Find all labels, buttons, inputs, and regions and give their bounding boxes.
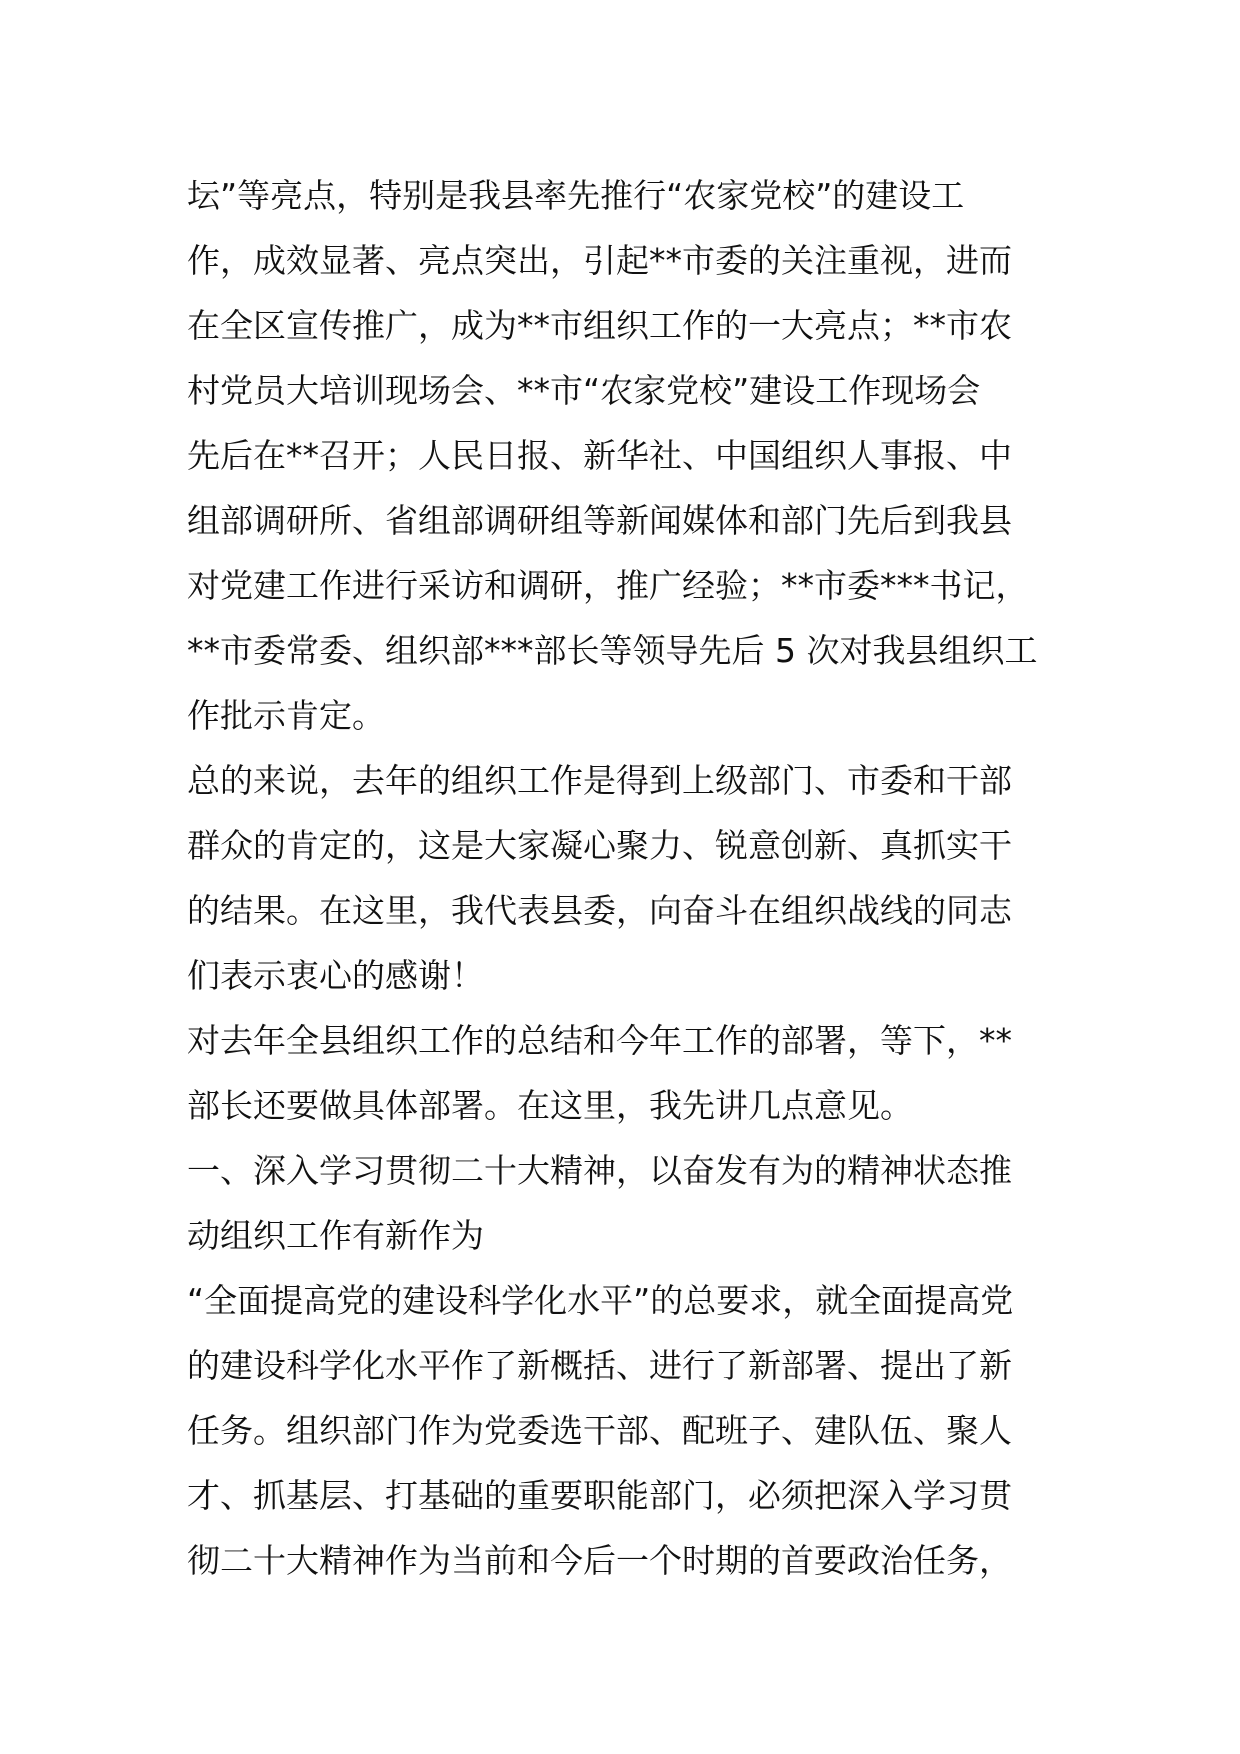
- text-line: 对党建工作进行采访和调研，推广经验；**市委***书记，: [187, 566, 1029, 605]
- section-heading-line: 动组织工作有新作为: [187, 1216, 484, 1255]
- text-line: 组部调研所、省组部调研组等新闻媒体和部门先后到我县: [187, 501, 1012, 540]
- section-heading-line: 一、深入学习贯彻二十大精神，以奋发有为的精神状态推: [187, 1151, 1012, 1190]
- text-line: 任务。组织部门作为党委选干部、配班子、建队伍、聚人: [187, 1411, 1012, 1450]
- text-line: **市委常委、组织部***部长等领导先后 5 次对我县组织工: [187, 631, 1038, 670]
- text-line: 们表示衷心的感谢！: [187, 956, 484, 995]
- text-line: 作批示肯定。: [187, 696, 385, 735]
- text-line: 总的来说，去年的组织工作是得到上级部门、市委和干部: [187, 761, 1012, 800]
- text-line: 在全区宣传推广，成为**市组织工作的一大亮点；**市农: [187, 306, 1012, 345]
- text-line: 先后在**召开；人民日报、新华社、中国组织人事报、中: [187, 436, 1012, 475]
- text-line: 作，成效显著、亮点突出，引起**市委的关注重视，进而: [187, 241, 1012, 280]
- text-line: 群众的肯定的，这是大家凝心聚力、锐意创新、真抓实干: [187, 826, 1012, 865]
- document-body: [187, 163, 1059, 1593]
- text-line: 的结果。在这里，我代表县委，向奋斗在组织战线的同志: [187, 891, 1012, 930]
- text-line: 才、抓基层、打基础的重要职能部门，必须把深入学习贯: [187, 1476, 1012, 1515]
- text-line: “全面提高党的建设科学化水平”的总要求，就全面提高党: [187, 1281, 1014, 1320]
- text-line: 对去年全县组织工作的总结和今年工作的部署，等下，**: [187, 1021, 1012, 1060]
- text-line: 部长还要做具体部署。在这里，我先讲几点意见。: [187, 1086, 913, 1125]
- text-line: 坛”等亮点，特别是我县率先推行“农家党校”的建设工: [187, 176, 965, 215]
- text-line: 的建设科学化水平作了新概括、进行了新部署、提出了新: [187, 1346, 1012, 1385]
- text-line: 彻二十大精神作为当前和今后一个时期的首要政治任务，: [187, 1541, 1012, 1580]
- text-line: 村党员大培训现场会、**市“农家党校”建设工作现场会: [187, 371, 981, 410]
